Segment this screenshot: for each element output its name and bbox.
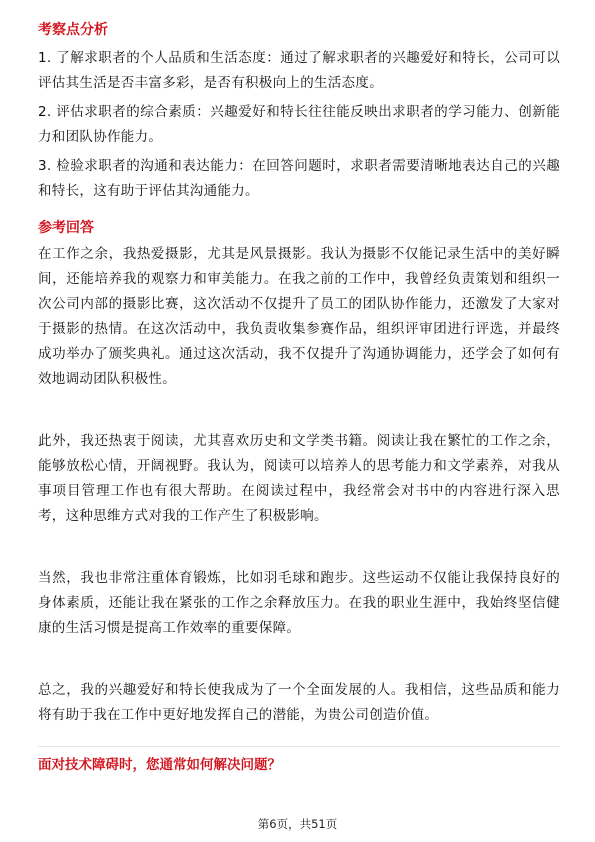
answer-paragraph-2: 此外，我还热衷于阅读，尤其喜欢历史和文学类书籍。阅读让我在繁忙的工作之余，能够放松心情，开阔视野。我认为，阅读可以培养人的思考能力和文学素养，对我从事项目管理工作也有很大帮助。在阅读过程中，我经常会对书中的内容进行深入思考，这种思维方式对我的工作产生了积极影响。 — [38, 433, 560, 524]
answer-paragraph-4: 总之，我的兴趣爱好和特长使我成为了一个全面发展的人。我相信，这些品质和能力将有助于我在工作中更好地发挥自己的潜能，为贵公司创造价值。 — [38, 682, 560, 723]
page-footer — [0, 816, 595, 832]
analysis-list — [38, 46, 560, 204]
next-question-heading: 面对技术障碍时，您通常如何解决问题？ — [38, 757, 281, 773]
analysis-item-3: 3. 检验求职者的沟通和表达能力：在回答问题时，求职者需要清晰地表达自己的兴趣和特长，这有助于评估其沟通能力。 — [38, 158, 560, 199]
answer-heading: 参考回答 — [38, 220, 94, 236]
analysis-item-1: 1. 了解求职者的个人品质和生活态度：通过了解求职者的兴趣爱好和特长，公司可以评估其生活是否丰富多彩，是否有积极向上的生活态度。 — [38, 50, 560, 91]
analysis-heading: 考察点分析 — [38, 22, 108, 38]
answer-body — [38, 242, 560, 728]
page-number-label: 第6页，共51页 — [257, 817, 338, 831]
analysis-item-2: 2. 评估求职者的综合素质：兴趣爱好和特长往往能反映出求职者的学习能力、创新能力和团队协作能力。 — [38, 104, 560, 145]
answer-paragraph-1: 在工作之余，我热爱摄影，尤其是风景摄影。我认为摄影不仅能记录生活中的美好瞬间，还能培养我的观察力和审美能力。在我之前的工作中，我曾经负责策划和组织一次公司内部的摄影比赛，这次活动不仅提升了员工的团队协作能力，还激发了大家对于摄影的热情。在这次活动中，我负责收集参赛作品，组织评审团进行评选，并最终成功举办了颁奖典礼。通过这次活动，我不仅提升了沟通协调能力，还学会了如何有效地调动团队积极性。 — [38, 246, 560, 387]
answer-paragraph-3: 当然，我也非常注重体育锻炼，比如羽毛球和跑步。这些运动不仅能让我保持良好的身体素质，还能让我在紧张的工作之余释放压力。在我的职业生涯中，我始终坚信健康的生活习惯是提高工作效率的重要保障。 — [38, 570, 560, 636]
page-content — [38, 20, 560, 775]
section-divider — [38, 746, 560, 747]
